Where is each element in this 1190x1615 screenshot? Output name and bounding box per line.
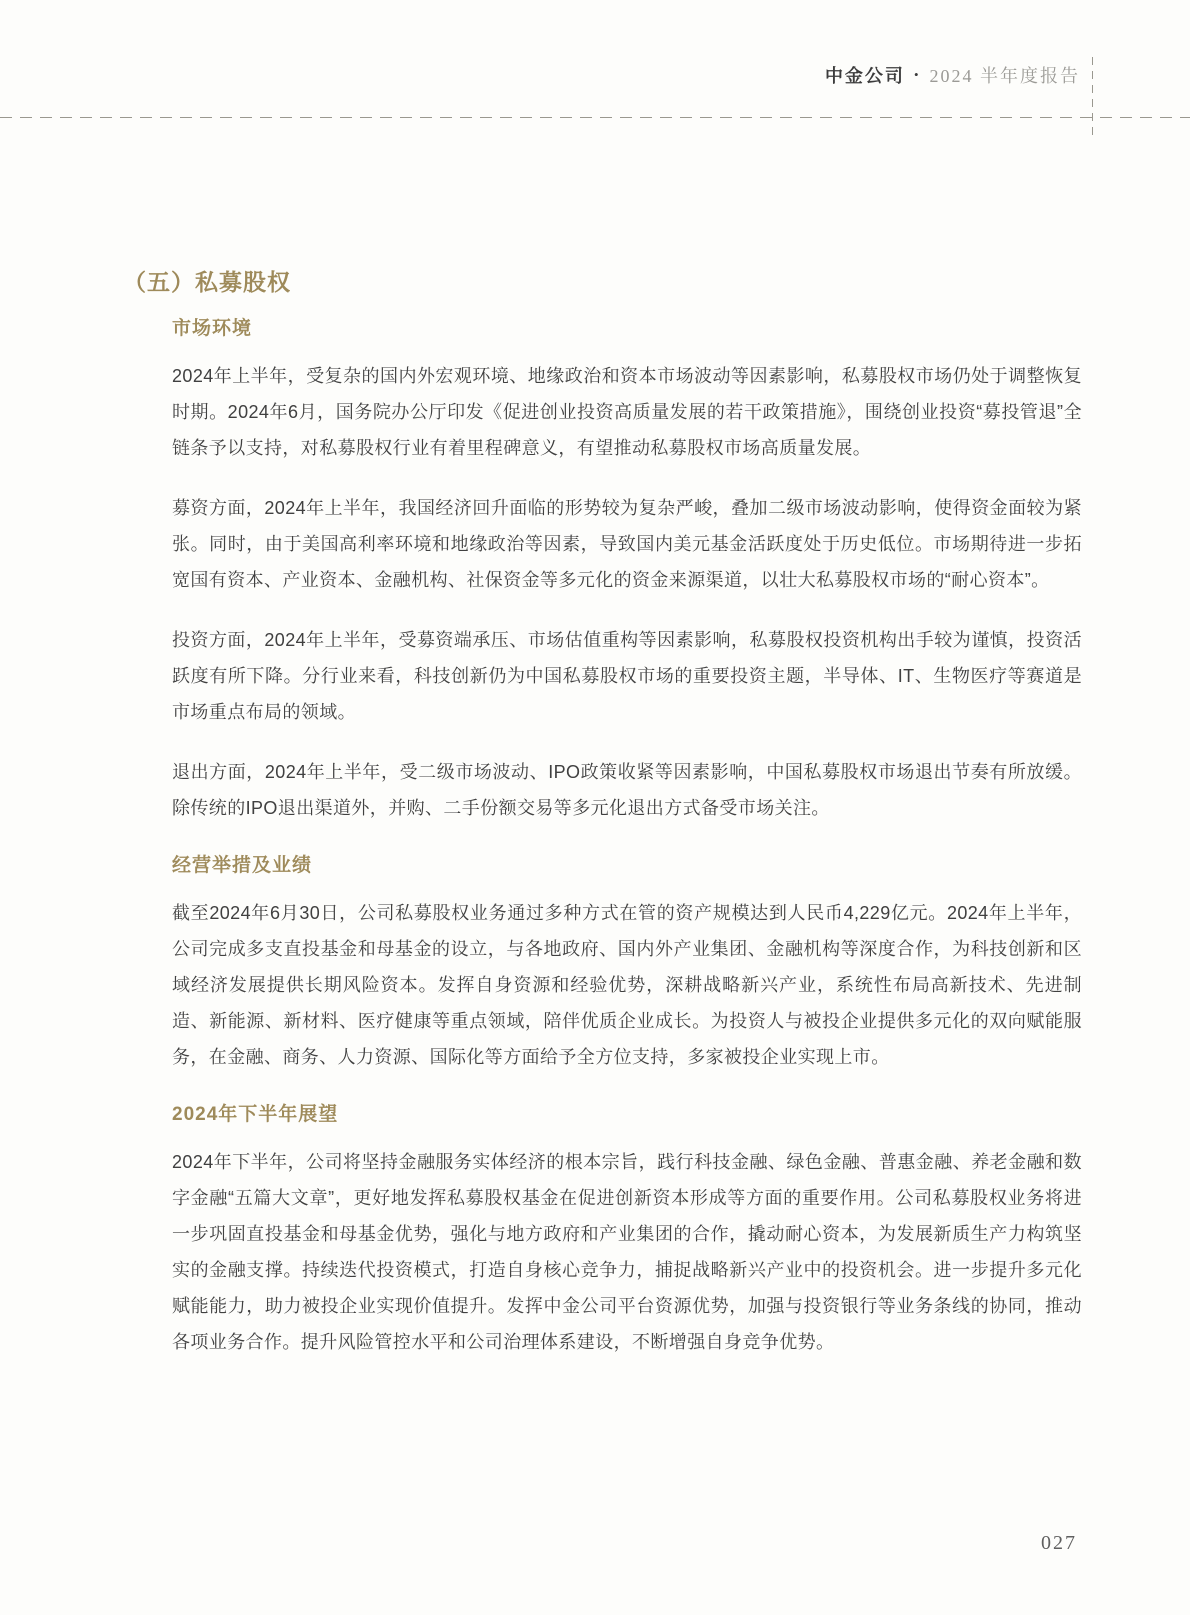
header-company-name: 中金公司 bbox=[824, 66, 905, 86]
paragraph-fundraising: 募资方面，2024年上半年，我国经济回升面临的形势较为复杂严峻，叠加二级市场波动影响，使得资金面较为紧张。同时，由于美国高利率环境和地缘政治等因素，导致国内美元基金活跃度处于历史低位。市场期待进一步拓宽国有资本、产业资本、金融机构、社保资金等多元化的资金来源渠道，以壮大私募股权市场的“耐心资本”。 bbox=[172, 498, 1082, 590]
paragraph-exit: 退出方面，2024年上半年，受二级市场波动、IPO政策收紧等因素影响，中国私募股权市场退出节奏有所放缓。除传统的IPO退出渠道外，并购、二手份额交易等多元化退出方式备受市场关注。 bbox=[172, 762, 1082, 818]
header-divider-horizontal bbox=[0, 117, 1190, 118]
paragraph-outlook: 2024年下半年，公司将坚持金融服务实体经济的根本宗旨，践行科技金融、绿色金融、普惠金融、养老金融和数字金融“五篇大文章”，更好地发挥私募股权基金在促进创新资本形成等方面的重要作用。公司私募股权业务将进一步巩固直投基金和母基金优势，强化与地方政府和产业集团的合作，撬动耐心资本，为发展新质生产力构筑坚实的金融支撑。持续迭代投资模式，打造自身核心竞争力，捕捉战略新兴产业中的投资机会。进一步提升多元化赋能能力，助力被投企业实现价值提升。发挥中金公司平台资源优势，加强与投资银行等业务条线的协同，推动各项业务合作。提升风险管控水平和公司治理体系建设，不断增强自身竞争优势。 bbox=[172, 1152, 1082, 1352]
header-report-title: 2024 半年度报告 bbox=[929, 66, 1080, 86]
subsection-heading-operations-and-results: 经营举措及业绩 bbox=[172, 855, 313, 876]
paragraph-investment: 投资方面，2024年上半年，受募资端承压、市场估值重构等因素影响，私募股权投资机构出手较为谨慎，投资活跃度有所下降。分行业来看，科技创新仍为中国私募股权市场的重要投资主题，半导体、IT、生物医疗等赛道是市场重点布局的领域。 bbox=[172, 630, 1082, 722]
subsection-heading-outlook: 2024年下半年展望 bbox=[172, 1104, 339, 1125]
page-number: 027 bbox=[1041, 1532, 1077, 1554]
subsection-operations-and-results bbox=[172, 850, 1082, 1075]
subsection-heading-market-environment: 市场环境 bbox=[172, 318, 253, 339]
paragraph-market-overview: 2024年上半年，受复杂的国内外宏观环境、地缘政治和资本市场波动等因素影响，私募股权市场仍处于调整恢复时期。2024年6月，国务院办公厅印发《促进创业投资高质量发展的若干政策措施》，围绕创业投资“募投管退”全链条予以支持，对私募股权行业有着里程碑意义，有望推动私募股权市场高质量发展。 bbox=[172, 366, 1082, 458]
paragraph-operations-results: 截至2024年6月30日，公司私募股权业务通过多种方式在管的资产规模达到人民币4,229亿元。2024年上半年，公司完成多支直投基金和母基金的设立，与各地政府、国内外产业集团、金融机构等深度合作，为科技创新和区域经济发展提供长期风险资本。发挥自身资源和经验优势，深耕战略新兴产业，系统性布局高新技术、先进制造、新能源、新材料、医疗健康等重点领域，陪伴优质企业成长。为投资人与被投企业提供多元化的双向赋能服务，在金融、商务、人力资源、国际化等方面给予全方位支持，多家被投企业实现上市。 bbox=[172, 903, 1082, 1067]
subsection-market-environment bbox=[172, 313, 1082, 826]
page-header bbox=[825, 62, 1080, 88]
document-body bbox=[123, 264, 1082, 1384]
header-separator-dot: • bbox=[913, 67, 921, 82]
section-title: （五）私募股权 bbox=[123, 269, 291, 295]
subsection-outlook-h2-2024 bbox=[172, 1099, 1082, 1360]
header-divider-vertical bbox=[1092, 57, 1093, 137]
